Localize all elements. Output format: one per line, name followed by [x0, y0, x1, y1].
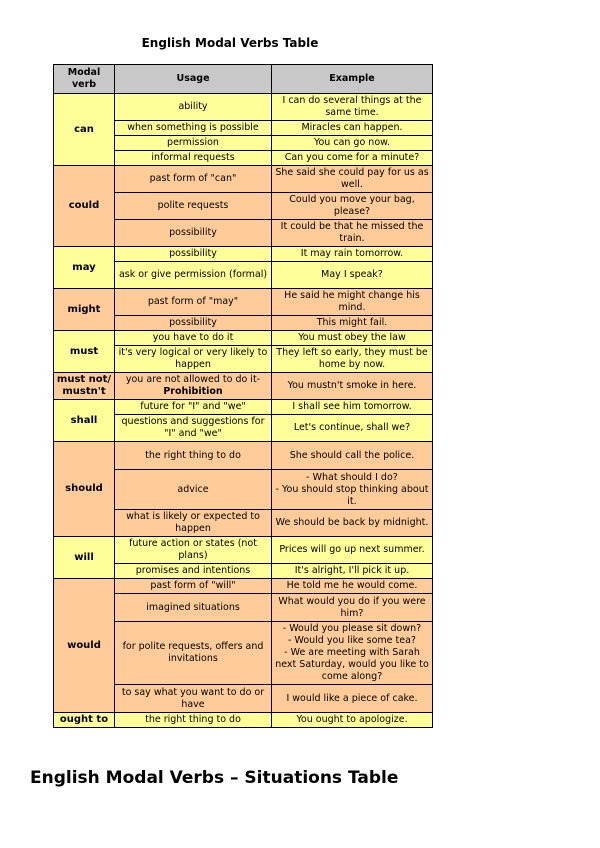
verb-cell: must	[54, 331, 115, 373]
table-row	[54, 442, 433, 470]
usage-cell: permission	[115, 136, 272, 151]
usage-cell: to say what you want to do or have	[115, 685, 272, 713]
example-cell: Let's continue, shall we?	[272, 415, 433, 442]
table-row	[54, 713, 433, 728]
example-cell: She said she could pay for us as well.	[272, 166, 433, 193]
example-cell: May I speak?	[272, 262, 433, 289]
usage-cell: advice	[115, 470, 272, 510]
example-cell: She should call the police.	[272, 442, 433, 470]
usage-cell: informal requests	[115, 151, 272, 166]
example-cell: It could be that he missed the train.	[272, 220, 433, 247]
usage-cell: when something is possible	[115, 121, 272, 136]
header-modal-verb: Modal verb	[54, 65, 115, 94]
usage-cell: you have to do it	[115, 331, 272, 346]
example-cell: He said he might change his mind.	[272, 289, 433, 316]
example-cell: This might fail.	[272, 316, 433, 331]
verb-cell: must not/ mustn't	[54, 373, 115, 400]
example-cell: He told me he would come.	[272, 579, 433, 594]
verb-cell: will	[54, 537, 115, 579]
header-example: Example	[272, 65, 433, 94]
verb-cell: ought to	[54, 713, 115, 728]
verb-cell: should	[54, 442, 115, 537]
usage-cell: ask or give permission (formal)	[115, 262, 272, 289]
usage-cell: future action or states (not plans)	[115, 537, 272, 564]
usage-cell: ability	[115, 94, 272, 121]
modal-verbs-table	[53, 64, 433, 728]
table-row	[54, 94, 433, 121]
table-header-row	[54, 65, 433, 94]
usage-cell: past form of "can"	[115, 166, 272, 193]
verb-cell: could	[54, 166, 115, 247]
verb-cell: can	[54, 94, 115, 166]
usage-cell: what is likely or expected to happen	[115, 510, 272, 537]
usage-cell: for polite requests, offers and invitations	[115, 622, 272, 685]
usage-cell: you are not allowed to do it- Prohibition	[115, 373, 272, 400]
usage-cell: past form of "may"	[115, 289, 272, 316]
example-cell: You must obey the law	[272, 331, 433, 346]
verb-cell: may	[54, 247, 115, 289]
example-cell: Prices will go up next summer.	[272, 537, 433, 564]
table-row	[54, 579, 433, 594]
table-row	[54, 166, 433, 193]
example-cell: Could you move your bag, please?	[272, 193, 433, 220]
example-cell: You ought to apologize.	[272, 713, 433, 728]
usage-cell: possibility	[115, 220, 272, 247]
table-row	[54, 373, 433, 400]
example-cell: I can do several things at the same time.	[272, 94, 433, 121]
example-cell: - Would you please sit down? - Would you like some tea? - We are meeting with Sarah next Saturday, would you like to come along?	[272, 622, 433, 685]
usage-cell: possibility	[115, 316, 272, 331]
example-cell: I shall see him tomorrow.	[272, 400, 433, 415]
verb-cell: would	[54, 579, 115, 713]
example-cell: It's alright, I'll pick it up.	[272, 564, 433, 579]
usage-cell: promises and intentions	[115, 564, 272, 579]
table-row	[54, 289, 433, 316]
usage-cell: the right thing to do	[115, 442, 272, 470]
table-row	[54, 331, 433, 346]
usage-cell: the right thing to do	[115, 713, 272, 728]
example-cell: What would you do if you were him?	[272, 594, 433, 622]
verb-cell: shall	[54, 400, 115, 442]
verb-cell: might	[54, 289, 115, 331]
example-cell: You mustn't smoke in here.	[272, 373, 433, 400]
usage-cell: polite requests	[115, 193, 272, 220]
usage-cell: past form of "will"	[115, 579, 272, 594]
example-cell: It may rain tomorrow.	[272, 247, 433, 262]
usage-cell: future for "I" and "we"	[115, 400, 272, 415]
usage-cell: it's very logical or very likely to happen	[115, 346, 272, 373]
usage-cell: questions and suggestions for "I" and "we"	[115, 415, 272, 442]
example-cell: We should be back by midnight.	[272, 510, 433, 537]
example-cell: I would like a piece of cake.	[272, 685, 433, 713]
example-cell: - What should I do? - You should stop thinking about it.	[272, 470, 433, 510]
table-row	[54, 400, 433, 415]
table-row	[54, 247, 433, 262]
table-row	[54, 537, 433, 564]
header-usage: Usage	[115, 65, 272, 94]
page-title: English Modal Verbs Table	[141, 36, 319, 50]
example-cell: They left so early, they must be home by now.	[272, 346, 433, 373]
section-heading: English Modal Verbs – Situations Table	[30, 768, 399, 788]
example-cell: Miracles can happen.	[272, 121, 433, 136]
example-cell: You can go now.	[272, 136, 433, 151]
example-cell: Can you come for a minute?	[272, 151, 433, 166]
usage-cell: imagined situations	[115, 594, 272, 622]
usage-cell: possibility	[115, 247, 272, 262]
